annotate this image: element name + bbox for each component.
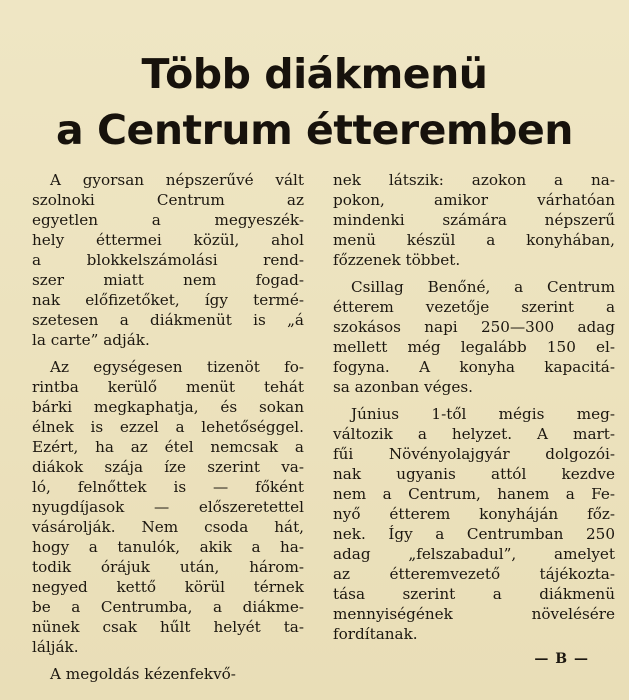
text-line: szetesen a diákmenüt is „á: [32, 311, 304, 329]
text-line: nek látszik: azokon a na-: [333, 171, 615, 189]
paragraph-gap: [32, 657, 304, 664]
text-line: nak előfizetőket, így termé-: [32, 291, 304, 309]
text-line: bárki megkaphatja, és sokan: [32, 398, 304, 416]
paragraph-gap: [32, 350, 304, 357]
text-line: egyetlen a megyeszék-: [32, 211, 304, 229]
text-line: fogyna. A konyha kapacitá-: [333, 358, 615, 376]
paragraph: [32, 357, 304, 657]
paragraph: [333, 277, 615, 397]
text-line: Csillag Benőné, a Centrum: [351, 278, 615, 296]
text-line: pokon, amikor várhatóan: [333, 191, 615, 209]
text-line: élnek is ezzel a lehetőséggel.: [32, 418, 304, 436]
text-line: ló, felnőttek is — főként: [32, 478, 304, 496]
text-line: vásárolják. Nem csoda hát,: [32, 518, 304, 536]
text-line: változik a helyzet. A mart-: [333, 425, 615, 443]
paragraph: [333, 404, 615, 644]
article-column-right: [333, 170, 615, 669]
text-line: lálják.: [32, 638, 79, 656]
text-line: rintba kerülő menüt tehát: [32, 378, 304, 396]
text-line: nyugdíjasok — előszeretettel: [32, 498, 304, 516]
text-line: menü készül a konyhában,: [333, 231, 615, 249]
text-line: hely éttermei közül, ahol: [32, 231, 304, 249]
text-line: A gyorsan népszerűvé vált: [50, 171, 304, 189]
text-line: nyő étterem konyháján főz-: [333, 505, 615, 523]
text-line: negyed kettő körül térnek: [32, 578, 304, 596]
headline-line-2: a Centrum étteremben: [56, 106, 573, 154]
article-column-left: [32, 170, 304, 684]
text-line: fordítanak.: [333, 625, 418, 643]
headline-line-1: Több diákmenü: [141, 50, 488, 98]
text-line: diákok szája íze szerint va-: [32, 458, 304, 476]
text-line: tása szerint a diákmenü: [333, 585, 615, 603]
text-line: Ezért, ha az étel nemcsak a: [32, 438, 304, 456]
text-line: főzzenek többet.: [333, 251, 461, 269]
text-line: mindenki számára népszerű: [333, 211, 615, 229]
paragraph-gap: [333, 270, 615, 277]
text-line: adag „felszabadul”, amelyet: [333, 545, 615, 563]
text-line: nak ugyanis attól kezdve: [333, 465, 615, 483]
text-line: A megoldás kézenfekvő-: [50, 665, 236, 683]
text-line: mellett még legalább 150 el-: [333, 338, 615, 356]
text-line: szokásos napi 250—300 adag: [333, 318, 615, 336]
text-line: hogy a tanulók, akik a ha-: [32, 538, 304, 556]
text-line: Június 1-től mégis meg-: [351, 405, 615, 423]
text-line: a blokkelszámolási rend-: [32, 251, 304, 269]
text-line: todik órájuk után, három-: [32, 558, 304, 576]
paragraph: [333, 170, 615, 270]
headline: [0, 46, 629, 158]
text-line: sa azonban véges.: [333, 378, 473, 396]
text-line: fűi Növényolajgyár dolgozói-: [333, 445, 615, 463]
text-line: szer miatt nem fogad-: [32, 271, 304, 289]
text-line: la carte” adják.: [32, 331, 150, 349]
paragraph-gap: [333, 397, 615, 404]
text-line: nek. Így a Centrumban 250: [333, 525, 615, 543]
author-signature: — B —: [534, 651, 589, 667]
text-line: étterem vezetője szerint a: [333, 298, 615, 316]
text-line: nünek csak hűlt helyét ta-: [32, 618, 304, 636]
text-line: be a Centrumba, a diákme-: [32, 598, 304, 616]
text-line: az étteremvezető tájékozta-: [333, 565, 615, 583]
text-line: Az egységesen tizenöt fo-: [50, 358, 304, 376]
paragraph: [32, 170, 304, 350]
text-line: szolnoki Centrum az: [32, 191, 304, 209]
paragraph: [32, 664, 304, 684]
text-line: mennyiségének növelésére: [333, 605, 615, 623]
text-line: nem a Centrum, hanem a Fe-: [333, 485, 615, 503]
